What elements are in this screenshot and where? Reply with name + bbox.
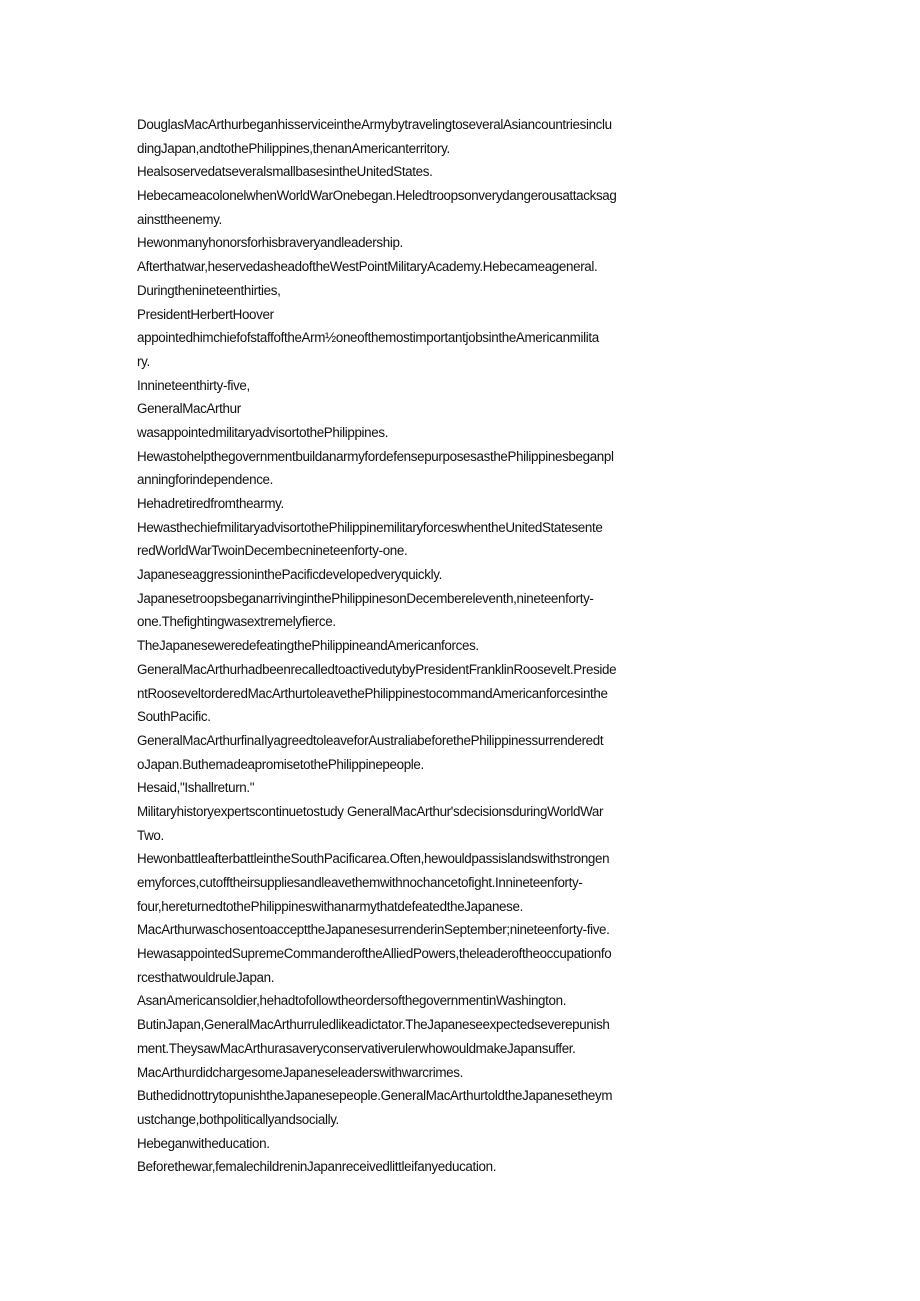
text-line: redWorldWarTwoinDecembecnineteenforty-one. bbox=[137, 543, 408, 559]
text-line: ry. bbox=[137, 353, 150, 369]
text-line: AsanAmericansoldier,hehadtofollowtheordersofthegovernmentinWashington. bbox=[137, 993, 567, 1009]
text-line: ment.TheysawMacArthurasaveryconservativerulerwhowouldmakeJapansuffer. bbox=[137, 1040, 576, 1056]
text-line: GeneralMacArthurfinaIlyagreedtoleaveforAustraliabeforethePhilippinessurrenderedt bbox=[137, 732, 604, 748]
text-line: Duringthenineteenthirties, bbox=[137, 282, 281, 298]
text-line: Hebeganwitheducation. bbox=[137, 1135, 270, 1151]
text-line: HewasappointedSupremeCommanderoftheAlliedPowers,theleaderoftheoccupationfo bbox=[137, 946, 612, 962]
text-line: Hesaid,"Ishallreturn." bbox=[137, 780, 255, 796]
text-line: dingJapan,andtothePhilippines,thenanAmericanterritory. bbox=[137, 140, 450, 156]
text-line: ButhedidnottrytopunishtheJapanesepeople.GeneralMacArthurtoldtheJapanesetheym bbox=[137, 1088, 613, 1104]
text-line: Innineteenthirty-five, bbox=[137, 377, 250, 393]
text-line: Militaryhistoryexpertscontinuetostudy GeneralMacArthur'sdecisionsduringWorldWar bbox=[137, 803, 604, 819]
text-line: ustchange,bothpoliticallyandsocially. bbox=[137, 1111, 339, 1127]
text-line: TheJapaneseweredefeatingthePhilippineandAmericanforces. bbox=[137, 638, 479, 654]
text-line: HealsoservedatseveralsmallbasesintheUnitedStates. bbox=[137, 164, 433, 180]
text-line: Hehadretiredfromthearmy. bbox=[137, 496, 284, 511]
text-line: ntRooseveltorderedMacArthurtoleavethePhilippinestocommandAmericanforcesinthe bbox=[137, 685, 608, 701]
text-line: MacArthurwaschosentoaccepttheJapanesesurrenderinSeptember;nineteenforty-five. bbox=[137, 922, 610, 938]
text-line: SouthPacific. bbox=[137, 709, 211, 725]
text-line: GeneralMacArthur bbox=[137, 401, 241, 417]
text-line: Afterthatwar,heservedasheadoftheWestPointMilitaryAcademy.Hebecameageneral. bbox=[137, 259, 598, 275]
text-line: ainsttheenemy. bbox=[137, 211, 222, 227]
text-line: PresidentHerbertHoover bbox=[137, 306, 274, 322]
text-line: Two. bbox=[137, 827, 164, 843]
text-line: appointedhimchiefofstaffoftheArm½oneofthemostimportantjobsintheAmericanmilita bbox=[137, 330, 599, 346]
text-line: JapaneseaggressioninthePacificdevelopedveryquickly. bbox=[137, 567, 442, 583]
text-line: oJapan.ButhemadeapromisetothePhilippinepeople. bbox=[137, 756, 424, 772]
text-line: Beforethewar,femalechildreninJapanreceivedlittleifanyeducation. bbox=[137, 1159, 497, 1175]
text-line: JapanesetroopsbeganarrivinginthePhilippinesonDecembereleventh,nineteenforty- bbox=[137, 590, 594, 606]
text-line: HebecameacolonelwhenWorldWarOnebegan.Heledtroopsonverydangerousattacksag bbox=[137, 188, 617, 204]
text-line: rcesthatwouldruleJapan. bbox=[137, 969, 275, 985]
body-text bbox=[137, 113, 682, 1179]
text-line: MacArthurdidchargesomeJapaneseleaderswithwarcrimes. bbox=[137, 1064, 463, 1080]
text-line: four,hereturnedtothePhilippineswithanarmythatdefeatedtheJapanese. bbox=[137, 898, 523, 914]
text-line: wasappointedmilitaryadvisortothePhilippines. bbox=[137, 424, 389, 440]
text-line: Hewonmanyhonorsforhisbraveryandleadership. bbox=[137, 235, 403, 251]
text-line: HewonbattleafterbattleintheSouthPacificarea.Often,hewouldpassislandswithstrongen bbox=[137, 851, 610, 867]
text-line: DouglasMacArthurbeganhisserviceintheArmybytravelingtoseveralAsiancountriesinclu bbox=[137, 117, 612, 132]
text-line: anningforindependence. bbox=[137, 472, 274, 488]
text-line: emyforces,cutofftheirsuppliesandleavethemwithnochancetofight.Innineteenforty- bbox=[137, 875, 583, 890]
text-line: HewasthechiefmilitaryadvisortothePhilippinemilitaryforceswhentheUnitedStatesente bbox=[137, 519, 603, 535]
text-line: HewastohelpthegovernmentbuildanarmyfordefensepurposesasthePhilippinesbeganpl bbox=[137, 448, 614, 464]
text-line: ButinJapan,GeneralMacArthurruledlikeadictator.TheJapaneseexpectedseverepunish bbox=[137, 1017, 610, 1033]
text-line: one.Thefightingwasextremelyfierce. bbox=[137, 614, 336, 630]
text-line: GeneralMacArthurhadbeenrecalledtoactivedutybyPresidentFranklinRoosevelt.Preside bbox=[137, 661, 617, 677]
